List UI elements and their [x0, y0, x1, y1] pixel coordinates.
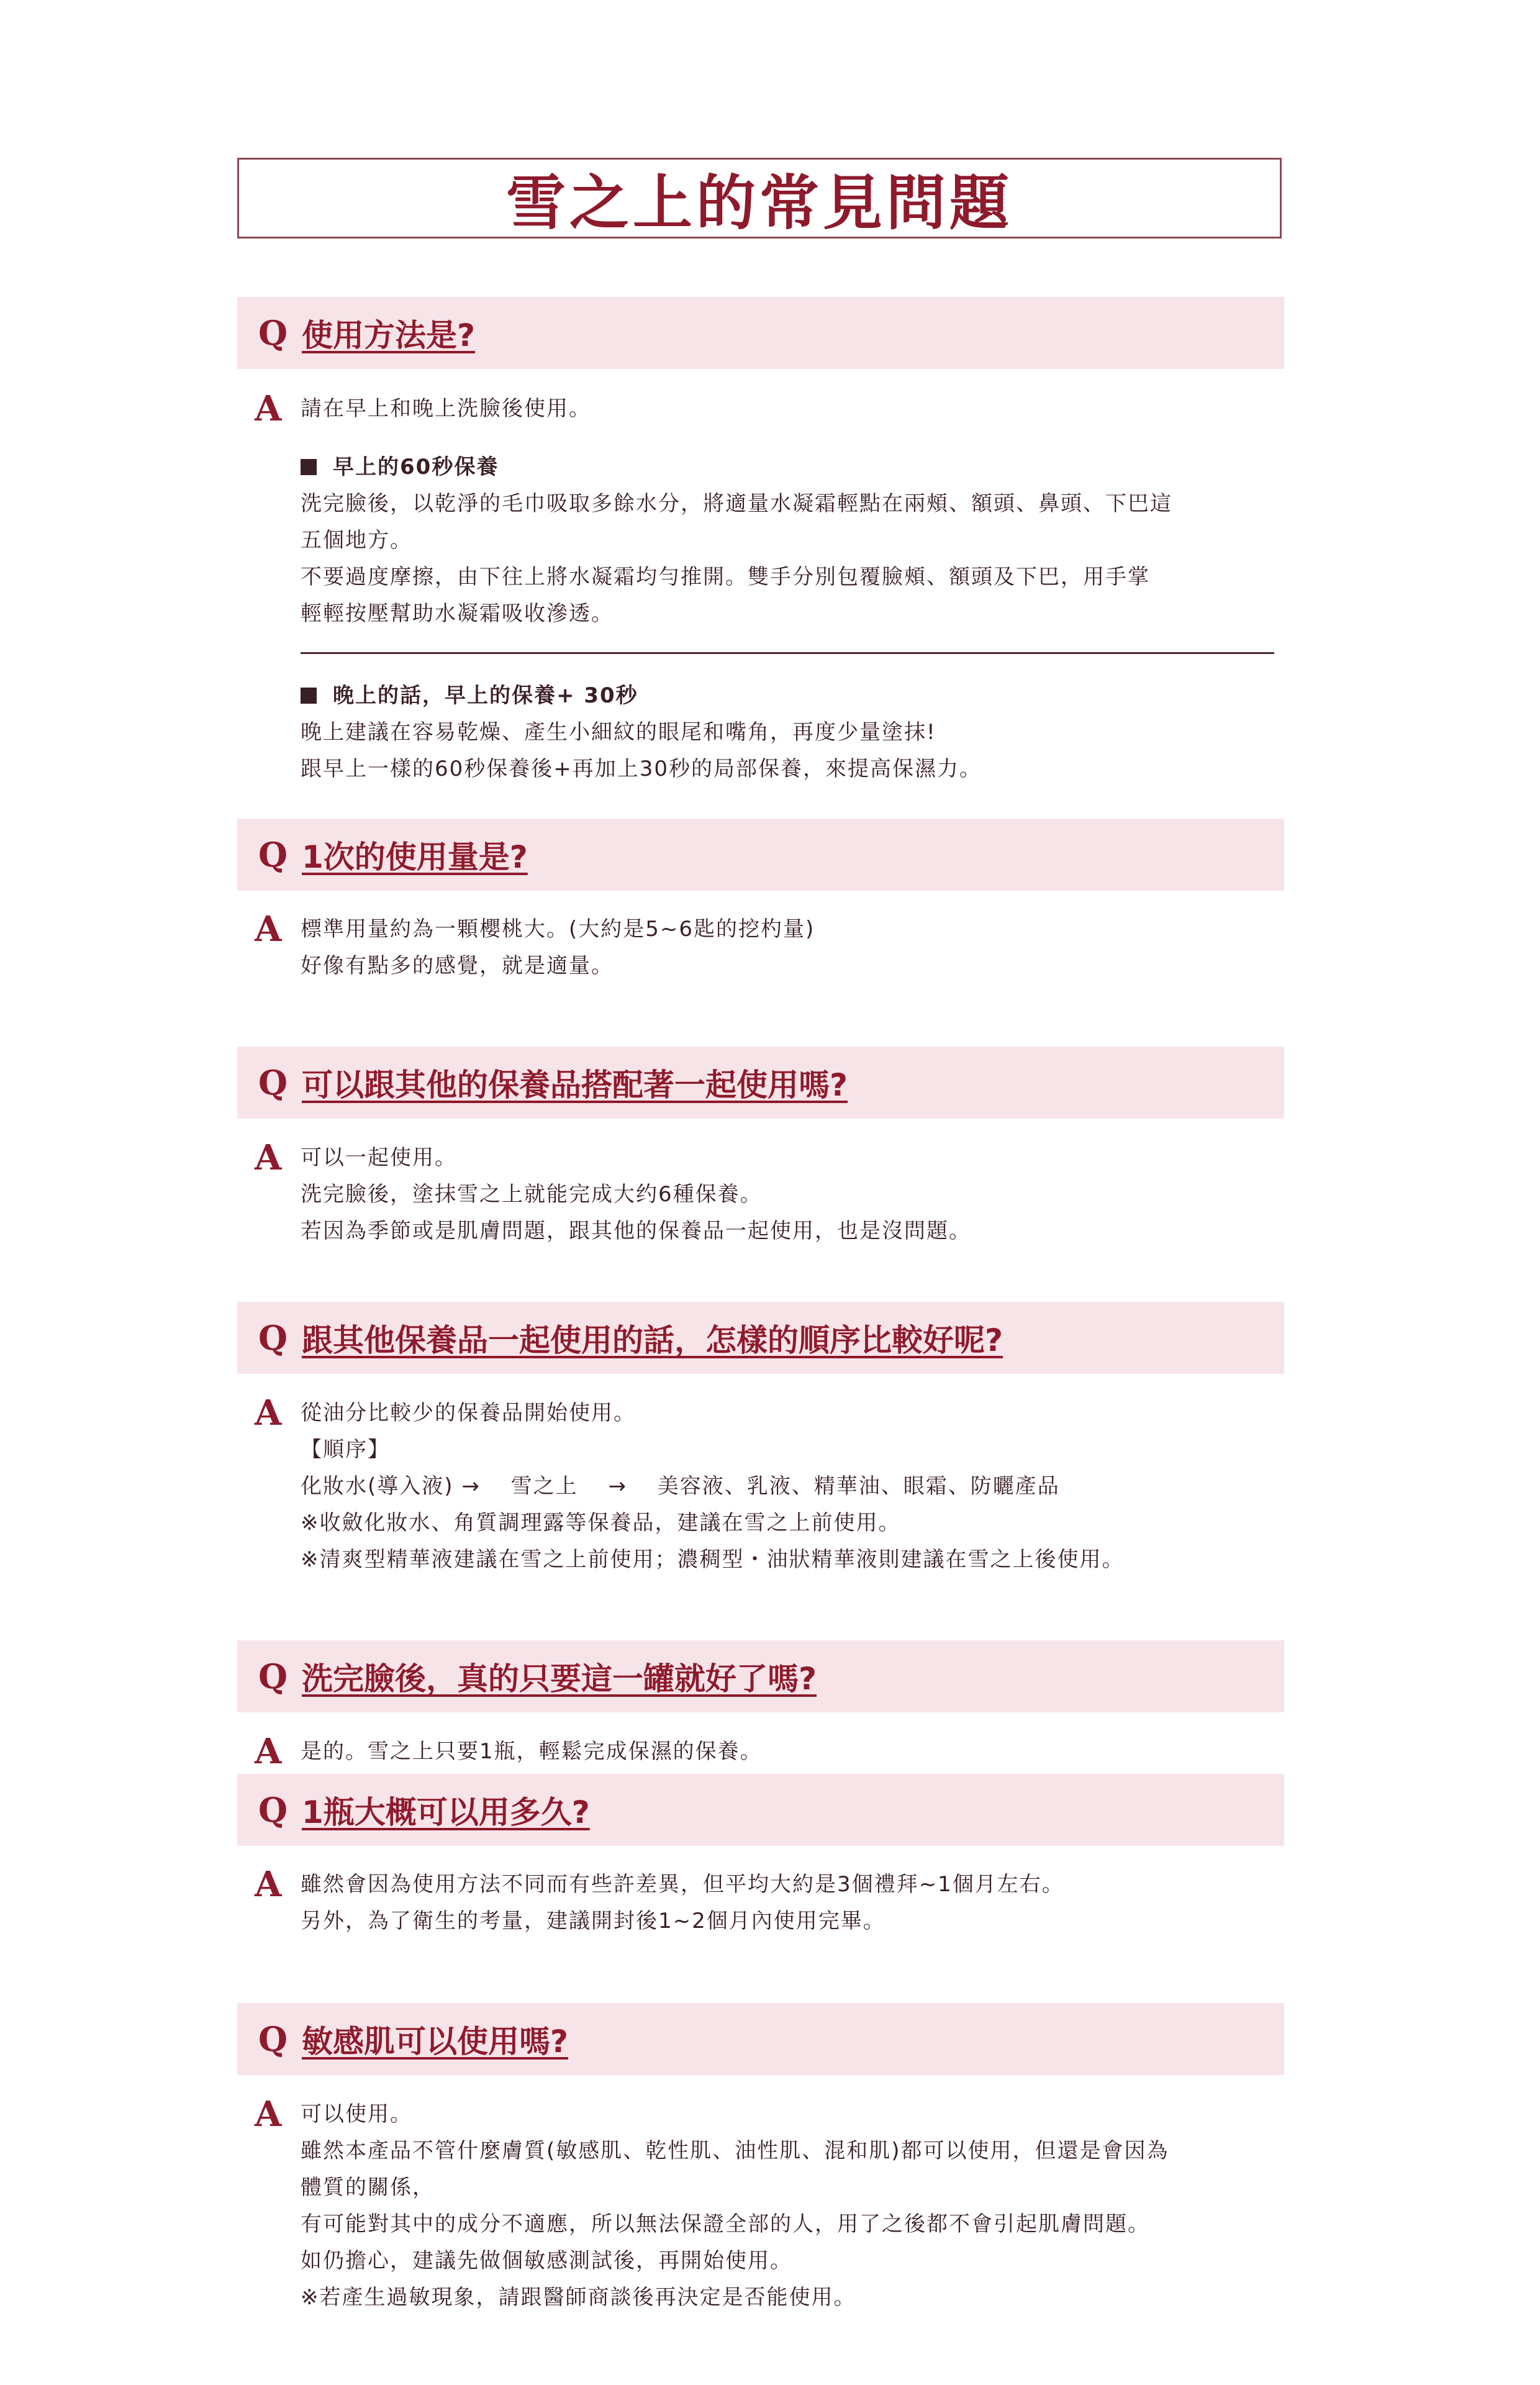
answer-mark: A	[255, 1137, 282, 1178]
answer-mark: A	[255, 1731, 282, 1772]
answer-line: 雖然會因為使用方法不同而有些許差異，但平均大約是3個禮拜~1個月左右。	[301, 1872, 1064, 1897]
answer-line: 【順序】	[301, 1437, 390, 1462]
answer-line: 是的。雪之上只要1瓶，輕鬆完成保濕的保養。	[301, 1739, 763, 1764]
question-bar-duration	[237, 1774, 1284, 1846]
question-bar-only-one	[237, 1640, 1284, 1712]
answer-line: 不要過度摩擦，由下往上將水凝霜均勻推開。雙手分別包覆臉頰、額頭及下巴，用手掌	[301, 565, 1150, 589]
answer-line: 標準用量約為一顆櫻桃大。(大約是5~6匙的挖杓量)	[301, 917, 815, 942]
question-text: 使用方法是?	[302, 317, 476, 353]
answer-line: 另外，為了衛生的考量，建議開封後1~2個月內使用完畢。	[301, 1909, 886, 1933]
question-mark: Q	[258, 1656, 288, 1696]
answer-line: 體質的關係，	[301, 2175, 435, 2200]
section-divider	[301, 652, 1274, 654]
answer-line: ※收斂化妝水、角質調理露等保養品，建議在雪之上前使用。	[301, 1510, 901, 1535]
answer-line: 輕輕按壓幫助水凝霜吸收滲透。	[301, 601, 614, 626]
answer-line: 雖然本產品不管什麼膚質(敏感肌、乾性肌、油性肌、混和肌)都可以使用，但還是會因為	[301, 2138, 1169, 2163]
question-bar-sensitive-skin	[237, 2003, 1284, 2075]
section-heading-text: 晚上的話，早上的保養+ 30秒	[333, 683, 638, 708]
answer-line: 可以使用。	[301, 2102, 412, 2127]
answer-line: 從油分比較少的保養品開始使用。	[301, 1401, 636, 1425]
square-bullet-icon	[301, 688, 317, 704]
answer-mark: A	[255, 388, 282, 429]
section-heading	[301, 677, 638, 714]
answer-line: 化妝水(導入液) → 雪之上 → 美容液、乳液、精華油、眼霜、防曬產品	[301, 1474, 1060, 1499]
question-mark: Q	[258, 2019, 288, 2059]
answer-line: 洗完臉後，塗抹雪之上就能完成大约6種保養。	[301, 1182, 763, 1207]
answer-line: 好像有點多的感覺，就是適量。	[301, 953, 614, 978]
question-bar-order	[237, 1302, 1284, 1374]
answer-mark: A	[255, 2094, 282, 2135]
section-heading	[301, 448, 499, 486]
question-text: 敏感肌可以使用嗎?	[302, 2024, 569, 2060]
answer-mark: A	[255, 1392, 282, 1433]
question-bar-combine	[237, 1047, 1284, 1119]
question-bar-usage	[237, 297, 1284, 369]
answer-line: 可以一起使用。	[301, 1145, 457, 1170]
answer-line: 請在早上和晚上洗臉後使用。	[301, 396, 591, 421]
question-text: 1瓶大概可以用多久?	[302, 1794, 590, 1830]
question-mark: Q	[258, 1790, 288, 1830]
question-mark: Q	[258, 313, 288, 353]
question-bar-amount	[237, 819, 1284, 891]
question-text: 1次的使用量是?	[302, 839, 528, 875]
question-text: 洗完臉後，真的只要這一罐就好了嗎?	[302, 1661, 817, 1697]
page-title: 雪之上的常見問題	[237, 158, 1282, 238]
answer-line: 如仍擔心，建議先做個敏感測試後，再開始使用。	[301, 2248, 792, 2273]
question-text: 可以跟其他的保養品搭配著一起使用嗎?	[302, 1067, 848, 1103]
answer-line: ※清爽型精華液建議在雪之上前使用；濃稠型・油狀精華液則建議在雪之上後使用。	[301, 1547, 1125, 1572]
answer-mark: A	[255, 1864, 282, 1905]
answer-line: 跟早上一樣的60秒保養後+再加上30秒的局部保養，來提高保濕力。	[301, 756, 982, 781]
question-mark: Q	[258, 1063, 288, 1102]
answer-line: 五個地方。	[301, 528, 412, 553]
answer-line: 若因為季節或是肌膚問題，跟其他的保養品一起使用，也是沒問題。	[301, 1219, 971, 1243]
answer-line: 晚上建議在容易乾燥、產生小細紋的眼尾和嘴角，再度少量塗抹!	[301, 720, 936, 745]
question-mark: Q	[258, 835, 288, 874]
section-heading-text: 早上的60秒保養	[333, 455, 499, 479]
answer-line: 洗完臉後，以乾淨的毛巾吸取多餘水分，將適量水凝霜輕點在兩頰、額頭、鼻頭、下巴這	[301, 491, 1172, 516]
question-mark: Q	[258, 1318, 288, 1358]
square-bullet-icon	[301, 459, 317, 475]
question-text: 跟其他保養品一起使用的話，怎樣的順序比較好呢?	[302, 1322, 1003, 1358]
answer-mark: A	[255, 909, 282, 950]
answer-line: 有可能對其中的成分不適應，所以無法保證全部的人，用了之後都不會引起肌膚問題。	[301, 2212, 1150, 2237]
answer-line: ※若產生過敏現象，請跟醫師商談後再決定是否能使用。	[301, 2285, 856, 2310]
